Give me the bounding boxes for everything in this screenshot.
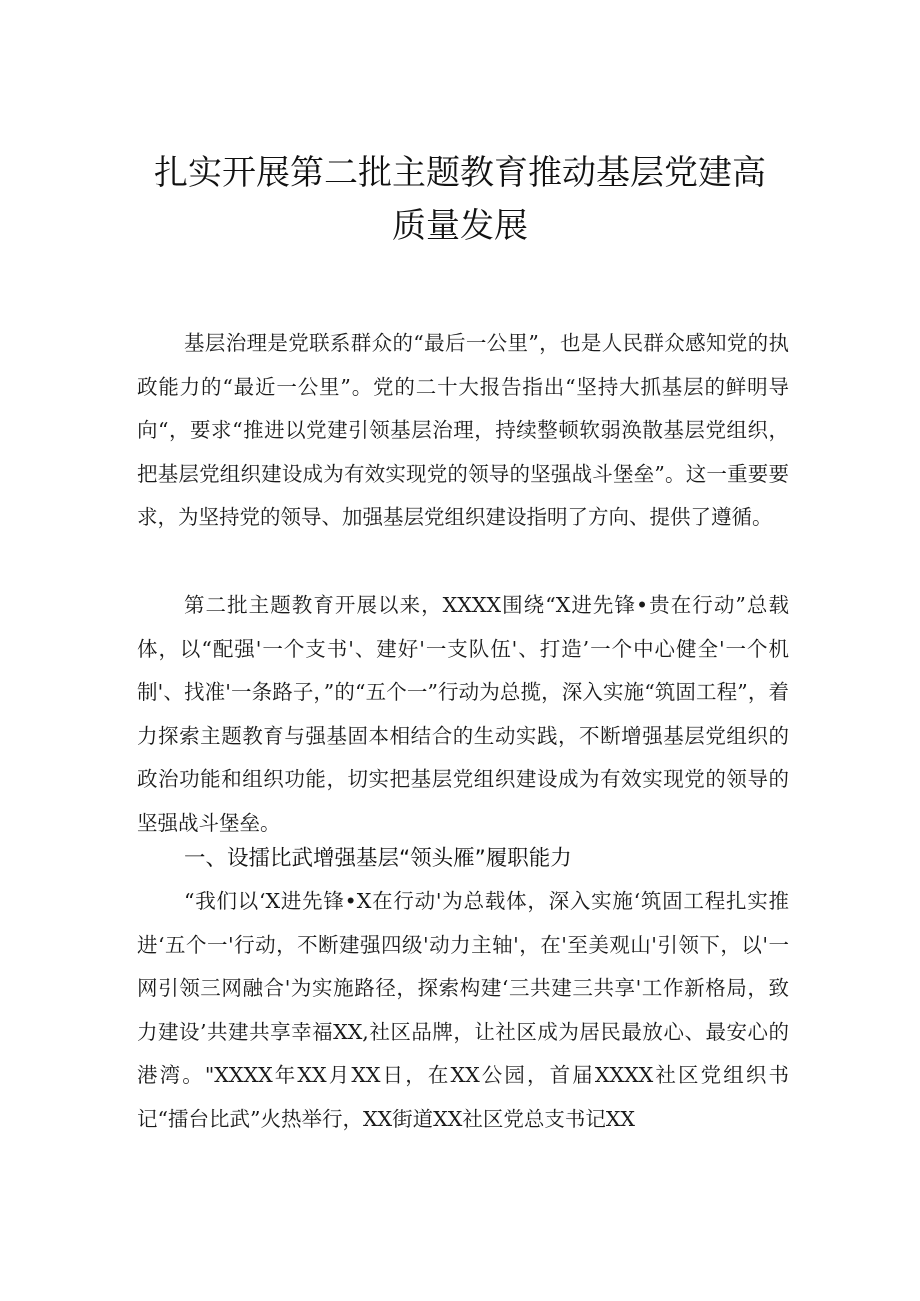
section-heading: 一、设擂比武增强基层“领头雁”履职能力 (184, 846, 572, 871)
paragraph-second-batch: 第二批主题教育开展以来，XXXX围绕“X进先锋•贵在行动”总载体，以“配强'一个支书'、建好'一支队伍'、打造’一个中心健全'一个机制'、找准'一条路子，”的“五个一”行动为总揽，深入实施“筑固工程”，着力探索主题教育与强基固本相结合的生动实践，不断增强基层党组织的政治功能和组织功能，切实把基层党组织建设成为有效实现党的领导的坚强战斗堡垒。 (137, 593, 789, 835)
document-title-line-1: 扎实开展第二批主题教育推动基层党建高 (154, 153, 766, 193)
document-title-line-2: 质量发展 (392, 206, 528, 246)
paragraph-intro: 基层治理是党联系群众的“最后一公里”，也是人民群众感知党的执政能力的“最近一公里”。党的二十大报告指出“坚持大抓基层的鲜明导向“，要求“推进以党建引领基层治理，持续整顿软弱涣散基层党组织，把基层党组织建设成为有效实现党的领导的坚强战斗堡垒”。这一重要要求，为坚持党的领导、加强基层党组织建设指明了方向、提供了遵循。 (137, 331, 789, 530)
section-paragraph: “我们以‘X进先锋•X在行动'为总载体，深入实施‘筑固工程扎实推进‘五个一'行动，不断建强四级'动力主轴'，在'至美观山'引领下，以'一网引领三网融合'为实施路径，探索构建‘三共建三共享'工作新格局，致力建设’共建共享幸福XX,社区品牌，让社区成为居民最放心、最安心的港湾。"XXXX年XX月XX日，在XX公园，首届XXXX社区党组织书记“擂台比武”火热举行，XX街道XX社区党总支书记XX (137, 889, 789, 1131)
